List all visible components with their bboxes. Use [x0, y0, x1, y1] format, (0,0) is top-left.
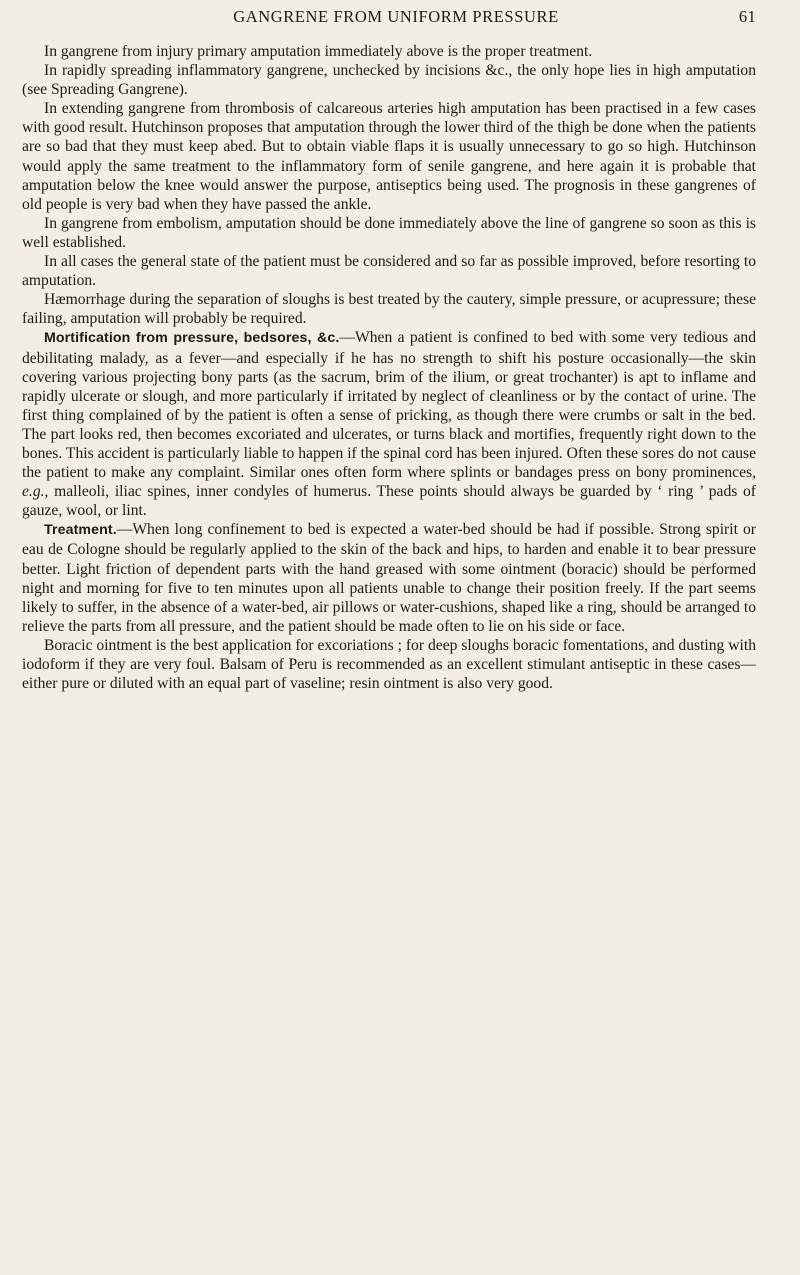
body-text [22, 42, 756, 693]
paragraph [22, 328, 756, 520]
paragraph-text: In all cases the general state of the patient must be considered and so far as possible improved, before resorting to amputation. [22, 253, 756, 290]
paragraph [22, 520, 756, 636]
section-heading: Mortification from pressure, bedsores, &c. [44, 330, 340, 347]
running-title: GANGRENE FROM UNIFORM PRESSURE [233, 7, 559, 26]
paragraph-text: In extending gangrene from thrombosis of calcareous arteries high amputation has been practised in a few cases with good result. Hutchinson proposes that amputation through the lower third of the thigh be done when the patients are so bad that they must keep abed. But to obtain viable flaps it is usually unnecessary to go so high. Hutchinson would apply the same treatment to the inflammatory form of senile gangrene, and here again it is probable that amputation below the knee would answer the purpose, antiseptics being used. The prognosis in these gangrenes of old people is very bad when they have passed the ankle. [22, 100, 756, 213]
paragraph [22, 636, 756, 693]
paragraph [22, 42, 756, 61]
paragraph-text: Boracic ointment is the best application for excoriations ; for deep sloughs boracic fomentations, and dusting with iodoform if they are very foul. Balsam of Peru is recommended as an excellent stimulant antiseptic in these cases—either pure or diluted with an equal part of vaseline; resin ointment is also very good. [22, 636, 756, 693]
section-heading: Treatment. [44, 522, 117, 539]
paragraph-text: In gangrene from embolism, amputation should be done immediately above the line of gangrene so soon as this is well established. [22, 214, 756, 251]
paragraph-text: In rapidly spreading inflammatory gangrene, unchecked by incisions &c., the only hope lies in high amputation (see Spreading Gangrene). [22, 62, 756, 99]
italic-text: e.g. [22, 483, 45, 501]
paragraph [22, 252, 756, 290]
paragraph [22, 214, 756, 252]
paragraph-text: —When a patient is confined to bed with some very tedious and debilitating malady, as a fever—and especially if he has no strength to shift his posture occasionally—the skin covering various projecting bony parts (as the sacrum, brim of the ilium, or great trochanter) is apt to inflame and rapidly ulcerate or slough, and more particularly if irritated by neglect of cleanliness or by the contact of urine. The first thing complained of by the patient is often a sense of pricking, as though there were crumbs or salt in the bed. The part looks red, then becomes excoriated and ulcerates, or turns black and mortifies, frequently right down to the bones. This accident is particularly liable to happen if the spinal cord has been injured. Often these sores do not cause the patient to make any complaint. Similar ones often form where splints or bandages press on bony prominences, [22, 329, 757, 482]
paragraph-text: Hæmorrhage during the separation of sloughs is best treated by the cautery, simple pressure, or acupressure; these failing, amputation will probably be required. [22, 291, 756, 328]
paragraph [22, 61, 756, 99]
running-head [36, 4, 756, 32]
paragraph [22, 99, 756, 214]
paragraph [22, 290, 756, 328]
page-number: 61 [738, 7, 756, 26]
paragraph-text: , malleoli, iliac spines, inner condyles of humerus. These points should always be guarded by ‘ ring ’ pads of gauze, wool, or lint. [22, 483, 756, 520]
paragraph-text: In gangrene from injury primary amputation immediately above is the proper treatment. [44, 43, 593, 60]
paragraph-text: —When long confinement to bed is expected a water-bed should be had if possible. Strong spirit or eau de Cologne should be regularly applied to the skin of the back and hips, to harden and enable it to bear pressure better. Light friction of dependent parts with the hand greased with some ointment (boracic) should be performed night and morning for five to ten minutes upon all patients unable to change their position freely. If the part seems likely to suffer, in the absence of a water-bed, air pillows or water-cushions, shaped like a ring, should be arranged to relieve the parts from all pressure, and the patient should be made often to lie on his side or face. [22, 521, 756, 635]
